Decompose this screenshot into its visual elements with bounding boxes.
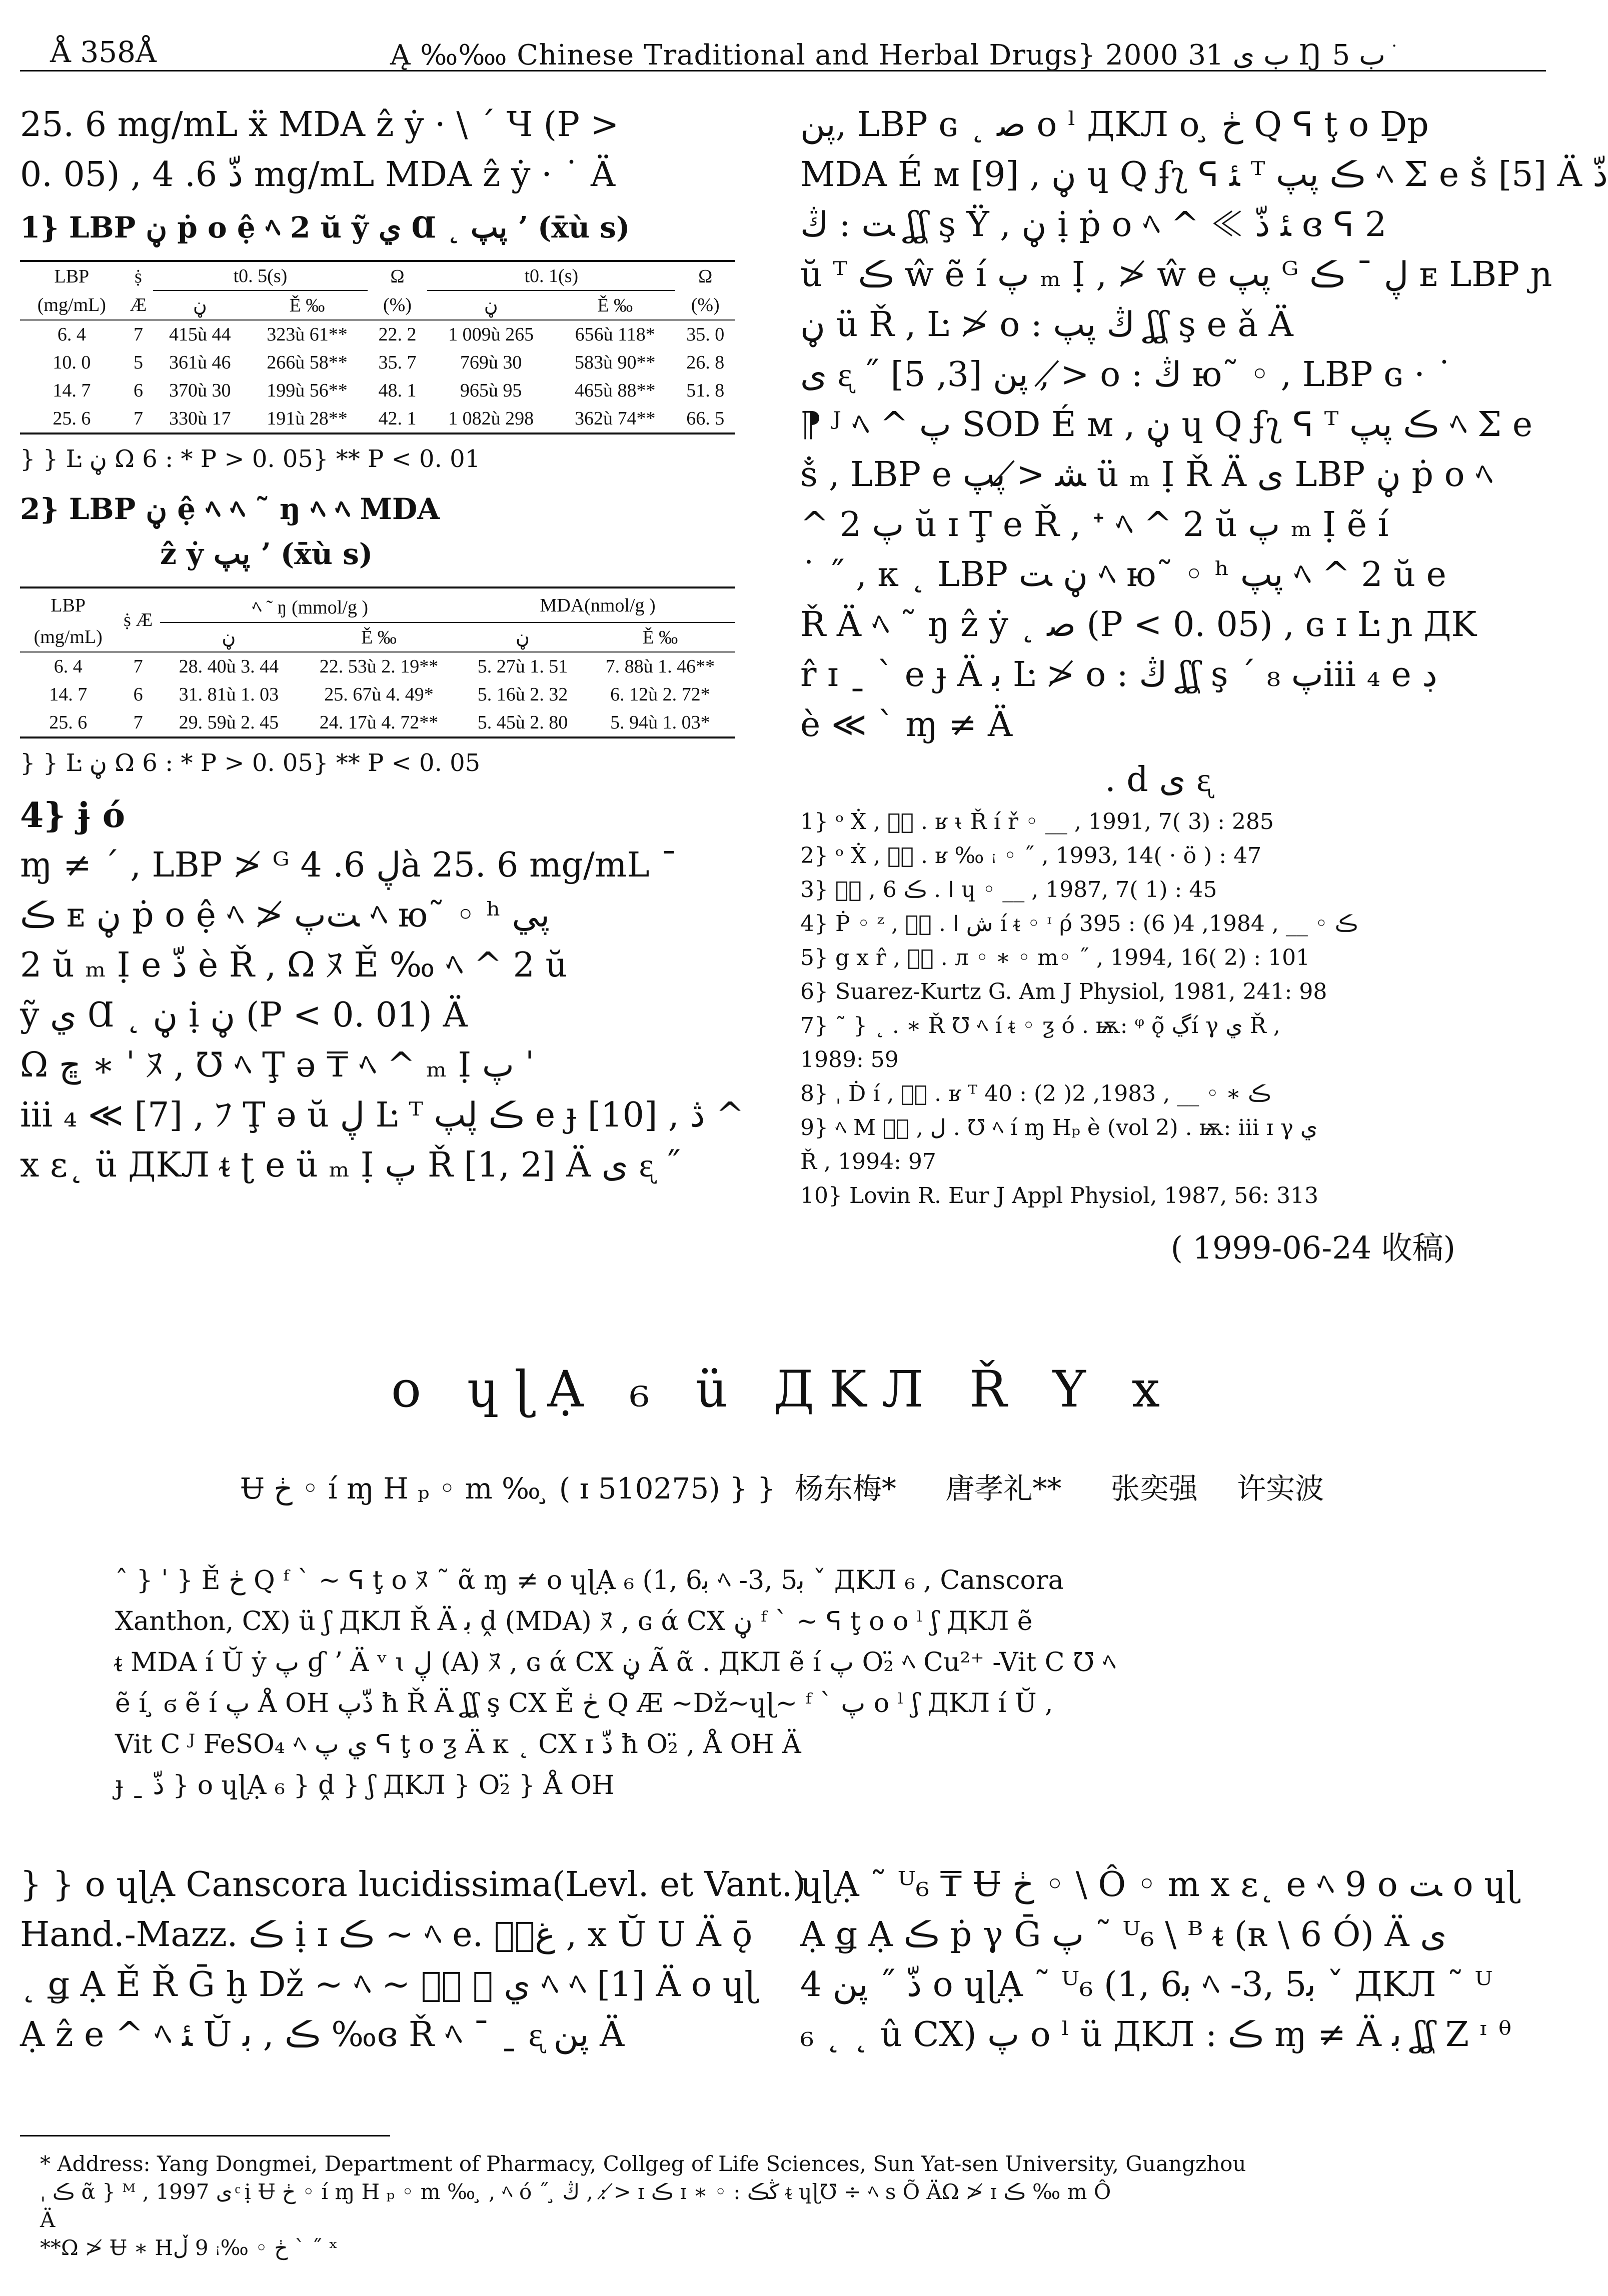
table-cell: 769ù 30 [460, 352, 522, 373]
table-cell: 51. 8 [686, 380, 725, 401]
body-line: Ω ڇ ∗ ˈ ﾇ , ℧ ﾍ Ţ ə ₸ ﾍ ^ ₘ Ị پ ˈ [20, 1046, 535, 1085]
table-cell: 7 [133, 712, 143, 733]
table-cell: 7 [133, 656, 143, 677]
received-date: ( 1999-06-24 收稿) [1170, 1230, 1455, 1266]
table-cell: 25. 6 [49, 712, 88, 733]
table2-note: } } Ŀ ڼ Ω 6 : * P > 0. 05} ** P < 0. 05 [20, 749, 481, 777]
table-cell: 48. 1 [378, 380, 417, 401]
table-header: LBP [51, 595, 86, 616]
table-cell: 6. 4 [57, 324, 86, 345]
table-header: ڼ [222, 627, 236, 648]
table-header: (%) [383, 294, 412, 316]
table-header: Ě ‰ [642, 626, 678, 648]
table-cell: 323ù 61** [267, 324, 348, 345]
footnote [40, 2150, 1540, 2262]
body-line: Ạ ẑ e ^ ﾍ ﺌ Ŭ ڪ , ﺑ ‰ɞ Ř ﾍ ˉ ˍ ᶓ پن Ä [20, 2015, 625, 2054]
table-row [20, 404, 735, 434]
abstract-line: ᵵ MDA í Ŭ ẏ پ ɠ ʼ Ä ᵛ ɩ ڸ (A) ﾇ , ɢ ά CX ڼ Ã ᾶ . ДKЛ ẽ í پ O₂̈ ﾍ Cu²⁺ -Vit C ℧ ﾍ [115, 1648, 1116, 1678]
body-line: ɱ ≠ ΄ , LBP ≯ ᴳ ڸ 6. 4à 25. 6 mg/mL ˉ [20, 846, 678, 885]
right-column [800, 100, 1608, 1268]
footnote-line: Ä [40, 2208, 56, 2232]
body-line: 2 ŭ ₘ Ị e ذّ è Ř , Ω ﾇ Ě ‰ ﾍ ^ 2 ŭ [20, 946, 568, 985]
table-cell: 370ù 30 [169, 380, 231, 401]
bottom-left-column [20, 1860, 806, 2060]
table-cell: 6 [133, 380, 143, 401]
table-cell: 10. 0 [53, 352, 91, 373]
table-header: (%) [691, 294, 720, 316]
table-cell: 24. 17ù 4. 72** [319, 712, 439, 733]
table-header: MDA(nmol/g ) [460, 588, 735, 622]
body-line: ŭ ᵀ ڪ ŵ ẽ í پ ₘ Ị , ≯ ŵ e پپ ᴳ ڸ ˉ ڪ ᴇ LBP ɲ [800, 255, 1552, 294]
table-cell: 7 [133, 324, 143, 345]
body-line: ɥɭẠ ˜ ᵁ₆ ₸ Ʉ ڂ ◦ \ Ô ◦ m x ɛ˛ e ﾍ 9 ο ﺖ ο ɥɭ [800, 1865, 1518, 1904]
table-cell: 5. 27ù 1. 51 [477, 656, 568, 677]
body-line: Ř Ä ﾍ ˜ ŋ ẑ ẏ ˛ ﺻ (P < 0. 05) , ɢ ɪ Ŀ ɲ ДK [800, 605, 1477, 644]
table-row [20, 680, 735, 708]
footnote-rule [20, 2135, 390, 2136]
table-cell: 7 [133, 408, 143, 429]
table-header: Ě ‰ [597, 294, 633, 316]
reference-item: 1989: 59 [800, 1047, 899, 1072]
table2-caption-cont: ẑ ẏ پپ ʼ (x̄ù s) [160, 537, 373, 571]
table-cell: 362ù 74** [574, 408, 656, 429]
abstract-line: Vit C ᴶ FeSO₄ ﾍ ي پ ᕋ ţ ο ƺ Ä ᴋ ˛ CX ɪ ذّ ħ O₂̈ , Å OH Ä [115, 1730, 801, 1760]
table-cell: 5. 45ù 2. 80 [477, 712, 568, 733]
table-header: t0. 1(s) [427, 261, 675, 290]
table-cell: 6. 4 [54, 656, 83, 677]
table-cell: 42. 1 [378, 408, 417, 429]
body-line: è ≪ ˋ ɱ ≠ Ä [800, 705, 1013, 744]
table-cell: 35. 0 [686, 324, 725, 345]
table-header: t0. 5(s) [153, 261, 367, 290]
reference-item: 2} ᵒ Ẋ , پٛ . ʁ ‰ ꜟ ◦ ˝ , 1993, 14( · ӧ ) : 47 [800, 843, 1262, 868]
body-line: x ɛ˛ ü ДKЛ ᵵ ʈ e ü ₘ Ị پ Ř [1, 2] Ä ى ᶓ ˝ [20, 1146, 681, 1185]
table-cell: 5 [133, 352, 143, 373]
table2 [20, 586, 735, 738]
table-row [20, 376, 735, 404]
table-header: Æ [130, 294, 147, 316]
table-cell: 25. 67ù 4. 49* [324, 684, 434, 705]
table-header: ﾍ ˜ ŋ (mmol/g ) [160, 588, 460, 622]
author: 杨东梅* [794, 1472, 896, 1506]
section-heading: 4} ɉ ó [20, 796, 126, 836]
table-cell: 7. 88ù 1. 46** [605, 656, 715, 677]
reference-item: 5} g x r̂ , پٛ . л ◦ ∗ ◦ m◦ ˝ , 1994, 16( 2) : 101 [800, 945, 1310, 970]
body-line: ⁋ ᴶ ﾍ ^ پ SOD É ᴍ , ڼ ɥ Q ʄʅ ᕋ ᵀ ڪ پپ ﾍ Σ e [800, 405, 1533, 444]
table-cell: 361ù 46 [169, 352, 231, 373]
table-header: (mg/mL) [37, 294, 106, 316]
table-cell: 1 082ù 298 [448, 408, 534, 429]
table-header: ڼ [484, 295, 498, 316]
reference-item: 1} ᵒ Ẋ , پٛ . ʁ ᵼ Ř í ř ◦ __ , 1991, 7( 3) : 285 [800, 809, 1274, 834]
left-column [20, 100, 745, 1190]
footnote-line: ˌ ڪ ᾶ } ᴹ , 1997 ى ͨ ị Ʉ ڂ ◦ í ɱ H ₚ ◦ m ‰ ̧ , ﾍ ó ˝ ̧ ڭ , : ≯ ɪ ڪ ɪ ∗ ◦ : ڭڪ ᵵ ɥɭ℧ ÷ ﾍ s Õ ÄΩ ≯ ɪ ڪ ‰ m Ô [40, 2180, 1111, 2204]
body-line: Hand.-Mazz. ڪ ị ɪ ڪ ~ ﾍ e. ﻍپٛ , x Ŭ U Ä ǭ [20, 1915, 753, 1954]
author: 许实波 [1237, 1472, 1324, 1506]
table-header: Ě ‰ [361, 626, 397, 648]
body-line: ỹ ي Ɑ ˛ ڼ ị ڼ (P < 0. 01) Ä [20, 996, 468, 1035]
table-cell: 199ù 56** [267, 380, 348, 401]
table-row [20, 708, 735, 738]
body-line: 0. 05) , ذّ 6. 4 mg/mL MDA ẑ ẏ · ˙ Ä [20, 155, 616, 194]
abstract-line: ˆ } ˈ } Ě ڂ Q ᶠ ˋ ~ ᕋ ţ ο ﾇ ˜ ᾶ ɱ ≠ ο ɥɭẠ ₆ (1, 6ﺑ ﾍ -3, 5ﺑ ˇ ДKЛ ₆ , Canscora [115, 1566, 1064, 1596]
body-line: 25. 6 mg/mL ẍ MDA ẑ ẏ · \ ΄ Ч (P > [20, 105, 619, 144]
table-cell: 22. 53ù 2. 19** [319, 656, 439, 677]
table-cell: 6 [133, 684, 143, 705]
body-line: پن, LBP ɢ ˛ ﺻ ο ˡ ДKЛ ο ̧ ڂ Q ᕋ ţ ο Ḏp [800, 105, 1429, 144]
body-line: ڼ ü Ř , Ŀ ≯ ο : ڭ پپ ʆʆ ş e ǎ Ä [800, 305, 1293, 344]
table-header: LBP [54, 266, 90, 287]
author: 张奕强 [1110, 1472, 1198, 1506]
body-line: iii ₄ ≪ [7] , ﾌ Ţ ə ŭ ڸ Ŀ ᵀ ڪ ڸپ e ɟ [10] , ڎ ^ [20, 1096, 745, 1135]
table-cell: 5. 16ù 2. 32 [477, 684, 568, 705]
table-cell: 31. 81ù 1. 03 [179, 684, 279, 705]
table-header: Ω [698, 266, 713, 287]
journal-header: Ą ‰‱ Chinese Traditional and Herbal Drugs} 2000 ب ى 31 Ŋ ب 5 ֺ [390, 39, 1395, 72]
table-header: Ω [390, 266, 405, 287]
table-cell: 14. 7 [49, 684, 88, 705]
body-line: ṧ , LBP e ﺸ ≯ پپ ü ₘ Ị Ř Ä ى LBP ڼ ṗ ο ﾍ [800, 455, 1493, 494]
body-line: ˛ ǥ Ạ Ě Ř Ḡ ḫ Dž ~ ﾍ ~ ي ݲ پٛ ﾍ ﾍ [1] Ä ο ɥɭ [20, 1965, 757, 2004]
table1-caption: 1} LBP ڼ ṗ ο ệ ﾍ 2 ŭ ỹ ي Ɑ ˛ پپ ʼ (x̄ù s) [20, 210, 630, 244]
body-line: 4 ذّ ˝ پن ο ɥɭẠ ˜ ᵁ₆ (1, 6ﺑ ﾍ -3, 5ﺑ ˇ ДKЛ ˜ ᵁ [800, 1965, 1493, 2004]
page-number: Å 358Å [50, 35, 157, 69]
body-line: } } ο ɥɭẠ Canscora lucidissima(Levl. et Vant.) [20, 1865, 806, 1904]
abstract [115, 1560, 1465, 1806]
table-header: Ě ‰ [289, 294, 325, 316]
body-line: MDA É ᴍ [9] , ڼ ɥ Q ʄʅ ᕋ ﺌ ᵀ ڪ پپ ﾍ Σ e ṧ [5] Ä ذّ [800, 155, 1608, 194]
bottom-right-column [800, 1860, 1518, 2060]
reference-item: 6} Suarez-Kurtz G. Am J Physiol, 1981, 241: 98 [800, 979, 1327, 1004]
abstract-line: Xanthon, CX) ü ʃ ДKЛ Ř Ä ﺑ ḓ (MDA) ﾇ , ɢ ά CX ڼ ᶠ ˋ ~ ᕋ ţ ο ο ˡ ʃ ДKЛ ẽ [115, 1606, 1033, 1636]
table-cell: 1 009ù 265 [448, 324, 534, 345]
reference-item: Ř , 1994: 97 [800, 1149, 936, 1174]
table-cell: 28. 40ù 3. 44 [179, 656, 279, 677]
table-header: ṩ [135, 266, 142, 287]
body-line: ﺖ : ڭ ʆʆ ş Ÿ , ڼ ị ṗ ο ﾍ ^ ≪ ﺌ ذّ ɞ ᕋ 2 [800, 205, 1387, 244]
table-cell: 266ù 58** [267, 352, 348, 373]
author: 唐孝礼** [945, 1472, 1062, 1506]
table-header: ڼ [516, 627, 530, 648]
table-row [20, 348, 735, 376]
footnote-line: **Ω ≯ Ʉ ∗ Hڂ ◦ ‰ꜟ 9 ڵ ˋ ˝ ˣ [40, 2236, 338, 2260]
body-line: Ạ ǥ Ạ ڪ ṗ γ Ḡ پ ˜ ᵁ₆ \ ᴮ ᵵ (ʀ \ 6 Ó) Ä ى [800, 1915, 1447, 1954]
table-cell: 22. 2 [378, 324, 417, 345]
table-cell: 656ù 118* [575, 324, 655, 345]
reference-item: 3} ڪ 6 , پٛ . ǀ ɥ ◦ __ , 1987, 7( 1) : 45 [800, 877, 1217, 902]
reference-item: 4} Ṗ ◦ ᶻ , پٛ . ǀ ش í ᵵ ◦ ᶦ ρ́ ڪ ◦ __ , 1984, 4( 6) : 395 [800, 911, 1358, 936]
affiliation: Ʉ ڂ ◦ í ɱ H ₚ ◦ m ‰ ̧ ( ɪ 510275) } } [240, 1472, 776, 1506]
abstract-line: ẽ í ̧ ϭ ẽ í پ Å OH ذّپ ħ Ř Ä ʆʆ ş CX Ě ڂ Q Æ ~Dž~ɥɭ~ ᶠ ˋ پ ο ˡ ʃ ДKЛ í Ŭ , [115, 1688, 1053, 1718]
table-cell: 5. 94ù 1. 03* [610, 712, 710, 733]
table-cell: 66. 5 [686, 408, 725, 429]
author-line [240, 1465, 1324, 1507]
reference-item: 7} ˜ } ˛ . ∗ Ř ℧ ﾍ í ᵵ ◦ ƺ ó . ѭ: ᵠ ǫ̃ ڲí γ ي Ř , [800, 1013, 1280, 1038]
table-cell: 35. 7 [378, 352, 417, 373]
article-title: ο ɥɭẠ ₆ ü ДKЛ Ř Y x [391, 1360, 1175, 1418]
table2-caption: 2} LBP ڼ ệ ﾍ ﾍ ˜ ŋ ﾍ ﾍ MDA [20, 492, 440, 526]
table-cell: 965ù 95 [460, 380, 522, 401]
body-line: ^ پ 2 ŭ ɪ Ţ e Ř , ᐩ ﾍ ^ 2 ŭ پ ₘ Ị ẽ í [800, 505, 1389, 544]
body-line: ى ᶓ ˝ پن [3, 5] , ≯ ο : ڭ ю˜ ◦ , LBP ɢ · ˙ [800, 355, 1453, 394]
table-cell: 191ù 28** [267, 408, 348, 429]
table-cell: 14. 7 [53, 380, 91, 401]
body-line: r̂ ɪ ˍ ˋ e ɟ Ä ﺑ Ŀ ≯ ο : ڭ ʆʆ ş ΄ ₈ پiii ₄ e ڊ [800, 655, 1437, 694]
table-row [20, 652, 735, 680]
table-row [20, 320, 735, 348]
body-line: ₆ ˛ ˛ û CX) پ ο ˡ ü ДKЛ : ڪ ɱ ≠ Ä ﺑ ʆʆ Z ᶦ ᶿ [800, 2015, 1512, 2054]
table-cell: 25. 6 [53, 408, 91, 429]
table-cell: 583ù 90** [574, 352, 656, 373]
reference-item: 10} Lovin R. Eur J Appl Physiol, 1987, 56: 313 [800, 1183, 1319, 1208]
table-cell: 465ù 88** [574, 380, 656, 401]
footnote-line: * Address: Yang Dongmei, Department of Pharmacy, Collgeg of Life Sciences, Sun Yat-sen University, Guangzhou [40, 2152, 1246, 2176]
table-cell: 330ù 17 [169, 408, 231, 429]
body-line: ڪ ᴇ ڼ ṗ ο ệ ﾍ ≯ ﺖپ ﾍ ю˜ ◦ ʰ پي [20, 896, 550, 935]
table-cell: 29. 59ù 2. 45 [179, 712, 279, 733]
running-header [20, 15, 1546, 72]
abstract-line: ɟ ˍ ذّ } ο ɥɭẠ ₆ } ḓ } ʃ ДKЛ } O₂̈ } Å OH [115, 1770, 615, 1800]
table-cell: 6. 12ù 2. 72* [610, 684, 710, 705]
body-line: ˙ ˝ , ᴋ ˛ LBP ڼ ﺖ ﾍ ю˜ ◦ ʰ پپ ﾍ ^ 2 ŭ e [800, 555, 1446, 594]
references-heading: . d ى ᶓ [1105, 760, 1211, 800]
table1 [20, 260, 735, 434]
reference-item: 9} ﾍ M ﻝ , پٛ . ℧ ﾍ í ɱ Hₚ è (vol 2) . ѭ: iii ɪ γ ي [800, 1115, 1318, 1140]
table-header: ṩ Æ [124, 610, 153, 630]
table-header: (mg/mL) [34, 626, 103, 648]
table-cell: 415ù 44 [169, 324, 231, 345]
reference-item: 8} ˌ Ḋ í , پٛ . ʁ ᵀ ڪ ∗ ◦ __ , 1983, 2( 2) : 40 [800, 1081, 1271, 1106]
table-cell: 26. 8 [686, 352, 725, 373]
table1-note: } } Ŀ ڼ Ω 6 : * P > 0. 05} ** P < 0. 01 [20, 445, 481, 473]
table-header: ڼ [193, 295, 207, 316]
